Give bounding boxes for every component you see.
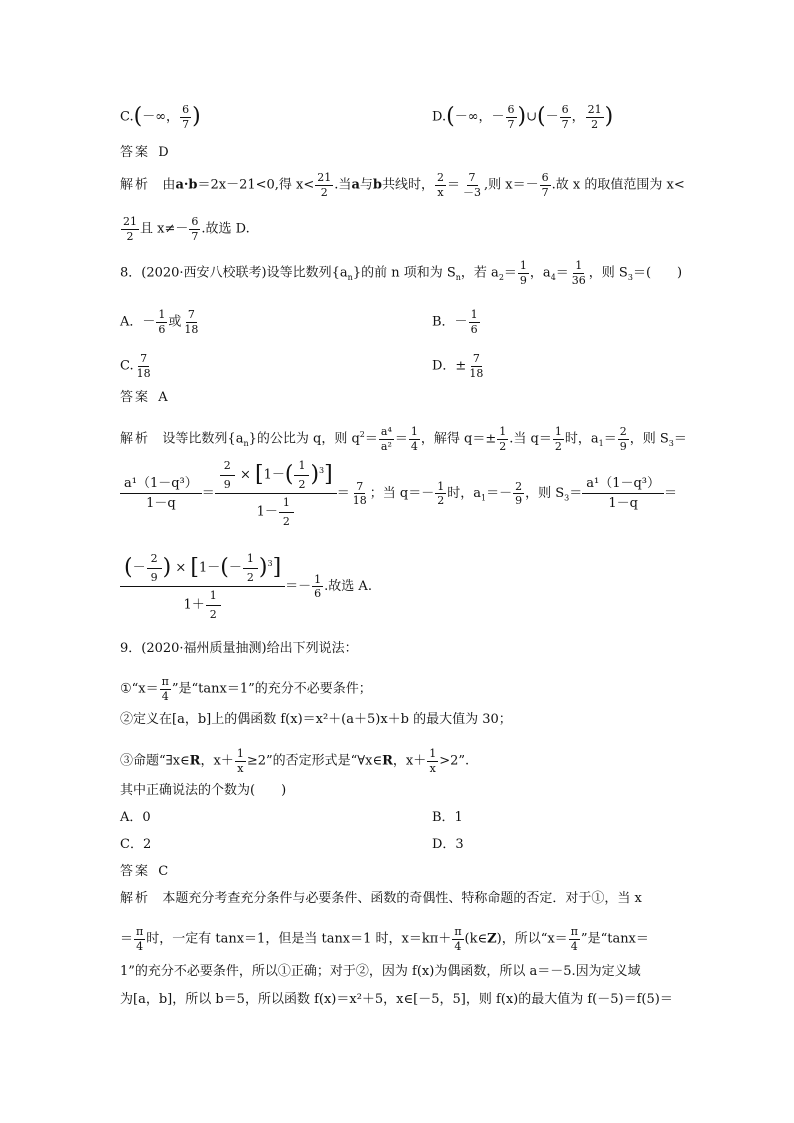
subscript: 2	[498, 273, 504, 283]
fraction	[156, 309, 167, 335]
option-label: B．－	[432, 314, 468, 330]
denominator: 2	[282, 514, 290, 528]
q9-option-a	[120, 811, 151, 824]
text: ①“x＝	[120, 681, 159, 697]
numerator: 7	[140, 352, 148, 365]
numerator: 2	[515, 479, 523, 493]
fraction	[120, 477, 202, 510]
denominator: 1－q	[146, 496, 176, 512]
text: ”是“tanx＝1”的充分不必要条件；	[171, 681, 372, 697]
numerator: a¹（1－q³）	[120, 477, 202, 494]
paren-right: )	[517, 104, 527, 130]
q9-analysis-line-2	[120, 926, 649, 952]
text: ，x＋	[200, 753, 234, 769]
numerator: 1	[236, 747, 244, 760]
q8-option-a	[120, 309, 201, 335]
fraction	[586, 104, 604, 130]
q9-statement-3	[120, 748, 469, 774]
fraction	[379, 426, 394, 452]
option-text: C．2	[120, 837, 152, 852]
superscript: 2	[359, 430, 365, 440]
fraction	[279, 497, 294, 527]
denominator: 4	[570, 939, 578, 953]
text: )，所以“x＝	[496, 931, 568, 947]
vector-text: b	[372, 177, 382, 193]
fraction	[243, 553, 258, 583]
fraction	[409, 426, 420, 452]
fraction	[189, 216, 200, 242]
text: 1”的充分不必要条件，所以①正确；对于②，因为 f(x)为偶函数，所以 a＝－5.因为定义域	[120, 964, 641, 979]
denominator: 18	[352, 494, 367, 508]
text: >2”.	[439, 753, 470, 769]
text: ＝	[364, 431, 378, 447]
q8-analysis-line-1	[120, 426, 687, 452]
denominator: 36	[571, 273, 586, 287]
answer-value: D	[158, 145, 169, 160]
denominator: －3	[463, 185, 482, 199]
numerator: 6	[561, 103, 569, 116]
paren-left: (	[133, 104, 143, 130]
subscript: 1	[598, 439, 604, 449]
text: .当 q＝	[509, 431, 552, 447]
subscript: 3	[564, 493, 570, 503]
q8-analysis-line-3	[120, 553, 372, 620]
fraction	[452, 926, 463, 952]
option-label: D.	[432, 109, 447, 125]
option-text: D．3	[432, 837, 464, 852]
numerator: π	[454, 925, 462, 938]
denominator: 18	[184, 322, 199, 336]
answer-value: A	[158, 390, 168, 405]
text: ＝	[503, 265, 517, 281]
fraction	[312, 574, 323, 600]
numerator: 7	[187, 308, 195, 321]
numerator: 21	[317, 171, 332, 184]
set-symbol: R	[189, 753, 201, 769]
numerator	[215, 460, 337, 494]
text: 为[a，b]，所以 b＝5，所以函数 f(x)＝x²＋5，x∈[－5，5]，则 f(x)的最大值为 f(－5)＝f(5)＝	[120, 992, 673, 1007]
denominator: 4	[454, 939, 462, 953]
text: ，x＋	[392, 753, 427, 769]
numerator: 2	[437, 171, 444, 184]
q8-answer	[120, 391, 168, 404]
text: －	[545, 109, 559, 125]
q9-statement-1	[120, 676, 372, 702]
q9-option-c	[120, 838, 151, 851]
subscript: 3	[668, 439, 674, 449]
text: ＝	[664, 486, 678, 502]
fraction	[121, 216, 139, 242]
text: ，a	[529, 265, 551, 281]
denominator: x	[429, 761, 436, 775]
denominator: 4	[410, 439, 418, 453]
fraction	[160, 676, 171, 702]
text: ，	[571, 109, 585, 125]
denominator	[253, 494, 299, 527]
compound-fraction	[215, 460, 337, 527]
q9-analysis-line-1	[120, 892, 642, 905]
denominator: 2	[126, 229, 134, 243]
text: ＝	[673, 431, 687, 447]
text: ＝－	[486, 486, 513, 502]
numerator: 6	[182, 103, 190, 116]
analysis-label: 解析	[120, 891, 151, 906]
fraction	[427, 748, 438, 774]
text: 或	[168, 314, 182, 330]
text: 1－	[256, 504, 278, 520]
numerator: 1	[499, 425, 507, 438]
numerator: 1	[429, 747, 437, 760]
answer-value: C	[158, 864, 169, 879]
denominator: a²	[380, 439, 392, 453]
q8-option-d	[432, 353, 486, 379]
text: －	[228, 560, 242, 576]
text: ＝－	[285, 579, 312, 595]
bracket-left: [	[190, 555, 199, 581]
q9-statement-2	[120, 713, 512, 726]
subscript: n	[455, 273, 461, 283]
q9-answer	[120, 865, 168, 878]
text: 与	[359, 177, 373, 193]
q7-option-c	[120, 104, 201, 130]
text: ，则 S	[588, 265, 628, 281]
denominator: 7	[541, 185, 549, 199]
fraction	[461, 172, 483, 198]
option-label: A．－	[120, 314, 156, 330]
text: ＝( )	[632, 265, 683, 281]
fraction	[182, 309, 200, 335]
denominator: 7	[507, 117, 515, 131]
denominator: 2	[499, 439, 507, 453]
fraction	[206, 590, 221, 620]
denominator: 7	[182, 117, 190, 131]
text: (k∈	[464, 931, 488, 947]
paren-left: (	[220, 555, 229, 581]
fraction	[540, 172, 551, 198]
denominator: x	[237, 761, 244, 775]
subscript: n	[347, 273, 353, 283]
fraction	[553, 426, 564, 452]
text: ＝	[201, 486, 215, 502]
text: 8．(2020·西安八校联考)设等比数列{a	[120, 265, 348, 281]
analysis-label: 解析	[120, 431, 151, 447]
text: ，则 S	[525, 486, 565, 502]
option-label: D．±	[432, 358, 467, 374]
text: 时，a	[564, 431, 599, 447]
denominator	[179, 587, 225, 620]
fraction	[618, 426, 629, 452]
denominator: 2	[320, 185, 328, 199]
fraction	[435, 481, 446, 507]
paren-right: )	[310, 462, 320, 488]
text: 1－	[198, 560, 221, 576]
text: ；当 q＝－	[369, 486, 435, 502]
text: ＝	[603, 431, 617, 447]
denominator: 6	[314, 587, 322, 601]
numerator: π	[570, 925, 578, 938]
fraction	[180, 104, 191, 130]
text: .故选 A.	[324, 579, 372, 595]
denominator: 9	[150, 570, 158, 584]
numerator: 7	[468, 171, 476, 184]
fraction	[560, 104, 571, 130]
fraction	[147, 553, 162, 583]
q7-analysis-line-1	[120, 172, 685, 198]
text: ③命题“∃x∈	[120, 753, 190, 769]
denominator: 6	[158, 322, 166, 336]
text: ＝	[447, 177, 461, 193]
set-symbol: R	[382, 753, 393, 769]
fraction	[497, 426, 508, 452]
denominator: 18	[136, 366, 151, 380]
text: －∞，－	[454, 109, 505, 125]
numerator: 6	[507, 103, 515, 116]
text: 其中正确说法的个数为( )	[120, 783, 287, 798]
denominator: 2	[554, 439, 562, 453]
q7-answer	[120, 146, 169, 159]
text: 由	[162, 177, 176, 193]
q8-option-c	[120, 353, 154, 379]
fraction	[569, 926, 580, 952]
q9-analysis-line-3	[120, 965, 641, 978]
text: ②定义在[a，b]上的偶函数 f(x)＝x²＋(a＋5)x＋b 的最大值为 30；	[120, 712, 512, 727]
paren-right: )	[258, 555, 268, 581]
numerator: a¹（1－q³）	[582, 477, 664, 494]
superscript: 3	[319, 466, 325, 476]
text: .故选 D.	[201, 221, 250, 237]
option-text: A．0	[120, 810, 151, 825]
text: }的公比为 q，则 q	[248, 431, 360, 447]
fraction	[351, 481, 369, 507]
subscript: 4	[550, 273, 556, 283]
numerator: 1	[575, 259, 583, 272]
analysis-label: 解析	[120, 177, 151, 193]
numerator: 7	[356, 479, 364, 493]
subscript: 1	[480, 493, 487, 503]
fraction	[518, 260, 529, 286]
text: 1＋	[183, 597, 205, 613]
numerator: 1	[158, 308, 166, 321]
denominator: 4	[136, 939, 144, 953]
fraction	[134, 926, 145, 952]
text: ＝	[336, 486, 350, 502]
denominator: 2	[437, 494, 445, 508]
paren-right: )	[604, 104, 614, 130]
superscript: 3	[267, 559, 273, 569]
set-symbol: Z	[487, 931, 497, 947]
numerator: 1	[554, 425, 562, 438]
paren-left: (	[284, 462, 294, 488]
q9-stem	[120, 642, 358, 655]
text: －∞，	[142, 109, 180, 125]
subscript: 3	[627, 273, 633, 283]
text: ＝	[569, 486, 583, 502]
q8-stem	[120, 260, 682, 286]
denominator: 2	[591, 117, 599, 131]
answer-label: 答案	[120, 145, 151, 160]
text: ，若 a	[460, 265, 499, 281]
bracket-left: [	[254, 462, 264, 488]
numerator: 2	[147, 553, 162, 569]
numerator: 21	[123, 215, 137, 228]
denominator: 2	[298, 477, 306, 491]
fraction	[570, 260, 588, 286]
bracket-right: ]	[324, 462, 333, 488]
text: ≥2”的否定形式是“∀x∈	[246, 753, 383, 769]
numerator: 1	[206, 590, 221, 606]
text: 1－	[263, 467, 285, 483]
denominator: 1－q	[608, 496, 638, 512]
numerator: 2	[220, 460, 235, 476]
subscript: n	[243, 439, 249, 449]
q7-option-d	[432, 104, 613, 130]
option-label: C.	[120, 109, 134, 125]
vector-text: a	[351, 177, 360, 193]
denominator: 4	[161, 689, 169, 703]
option-text: B．1	[432, 810, 463, 825]
denominator: 6	[470, 322, 478, 336]
denominator: 9	[519, 273, 527, 287]
denominator: 18	[469, 366, 484, 380]
denominator: 9	[223, 477, 231, 491]
fraction	[135, 353, 153, 379]
fraction	[467, 353, 485, 379]
text: }的前 n 项和为 S	[352, 265, 456, 281]
text: ＝2x－21<0,得 x<	[197, 177, 315, 193]
fraction	[315, 172, 333, 198]
denominator: 2	[209, 607, 217, 621]
numerator: 1	[410, 425, 418, 438]
denominator: 7	[191, 229, 199, 243]
q9-option-d	[432, 838, 464, 851]
text: －	[132, 560, 146, 576]
numerator: 1	[314, 572, 322, 586]
text: ，解得 q＝±	[420, 431, 497, 447]
numerator: π	[161, 675, 169, 688]
q8-analysis-line-2	[120, 460, 677, 527]
denominator: 7	[561, 117, 569, 131]
paren-left: (	[124, 555, 133, 581]
union-symbol: ∪	[526, 109, 538, 125]
denominator: x	[437, 185, 444, 199]
fraction	[513, 481, 524, 507]
vector-text: a·b	[175, 177, 198, 193]
fraction	[235, 748, 246, 774]
text: 9．(2020·福州质量抽测)给出下列说法：	[120, 641, 358, 656]
q9-option-b	[432, 811, 463, 824]
denominator: 2	[246, 570, 254, 584]
times-symbol: ×	[239, 467, 251, 483]
text: 时，一定有 tanx＝1，但是当 tanx＝1 时，x＝kπ＋	[146, 931, 452, 947]
text: ，则 S	[629, 431, 669, 447]
numerator: a⁴	[380, 425, 392, 438]
paren-right: )	[192, 104, 201, 130]
numerator: 21	[587, 103, 602, 116]
fraction	[220, 460, 235, 490]
text: 设等比数列{a	[162, 431, 244, 447]
numerator: π	[136, 925, 144, 938]
q9-analysis-line-4	[120, 993, 673, 1006]
numerator: 2	[619, 425, 627, 438]
numerator: 1	[279, 497, 294, 513]
text: 且 x≠－	[140, 221, 189, 237]
q9-question	[120, 784, 286, 797]
denominator: 9	[515, 494, 523, 508]
fraction	[469, 309, 480, 335]
text: 共线时，	[381, 177, 434, 193]
q8-option-b	[432, 309, 481, 335]
numerator: 1	[243, 553, 258, 569]
text: .当	[334, 177, 352, 193]
numerator: 6	[191, 215, 199, 228]
numerator: 7	[472, 352, 480, 365]
paren-left: (	[537, 104, 546, 130]
text: ”是“tanx＝	[580, 931, 649, 947]
text: ,则 x＝－	[484, 177, 539, 193]
text: .故 x 的取值范围为 x<	[551, 177, 685, 193]
text: 时，a	[447, 486, 481, 502]
text: 本题充分考查充分条件与必要条件、函数的奇偶性、特称命题的否定．对于①，当 x	[162, 891, 642, 906]
fraction	[582, 477, 664, 510]
text: ＝	[120, 931, 134, 947]
denominator: 9	[619, 439, 627, 453]
answer-label: 答案	[120, 390, 151, 405]
text: ＝	[394, 431, 408, 447]
paren-right: )	[162, 555, 172, 581]
answer-label: 答案	[120, 864, 151, 879]
compound-fraction	[120, 553, 285, 620]
option-label: C.	[120, 358, 134, 374]
bracket-right: ]	[272, 555, 282, 581]
numerator: 6	[541, 171, 549, 184]
numerator: 1	[519, 259, 527, 272]
fraction	[506, 104, 517, 130]
numerator	[120, 553, 285, 587]
numerator: 1	[470, 308, 478, 321]
fraction	[294, 460, 309, 490]
times-symbol: ×	[175, 560, 187, 576]
paren-left: (	[446, 104, 455, 130]
q7-analysis-line-2	[120, 216, 250, 242]
fraction	[435, 172, 446, 198]
numerator: 1	[437, 479, 445, 493]
text: ＝	[555, 265, 569, 281]
numerator: 1	[294, 460, 309, 476]
